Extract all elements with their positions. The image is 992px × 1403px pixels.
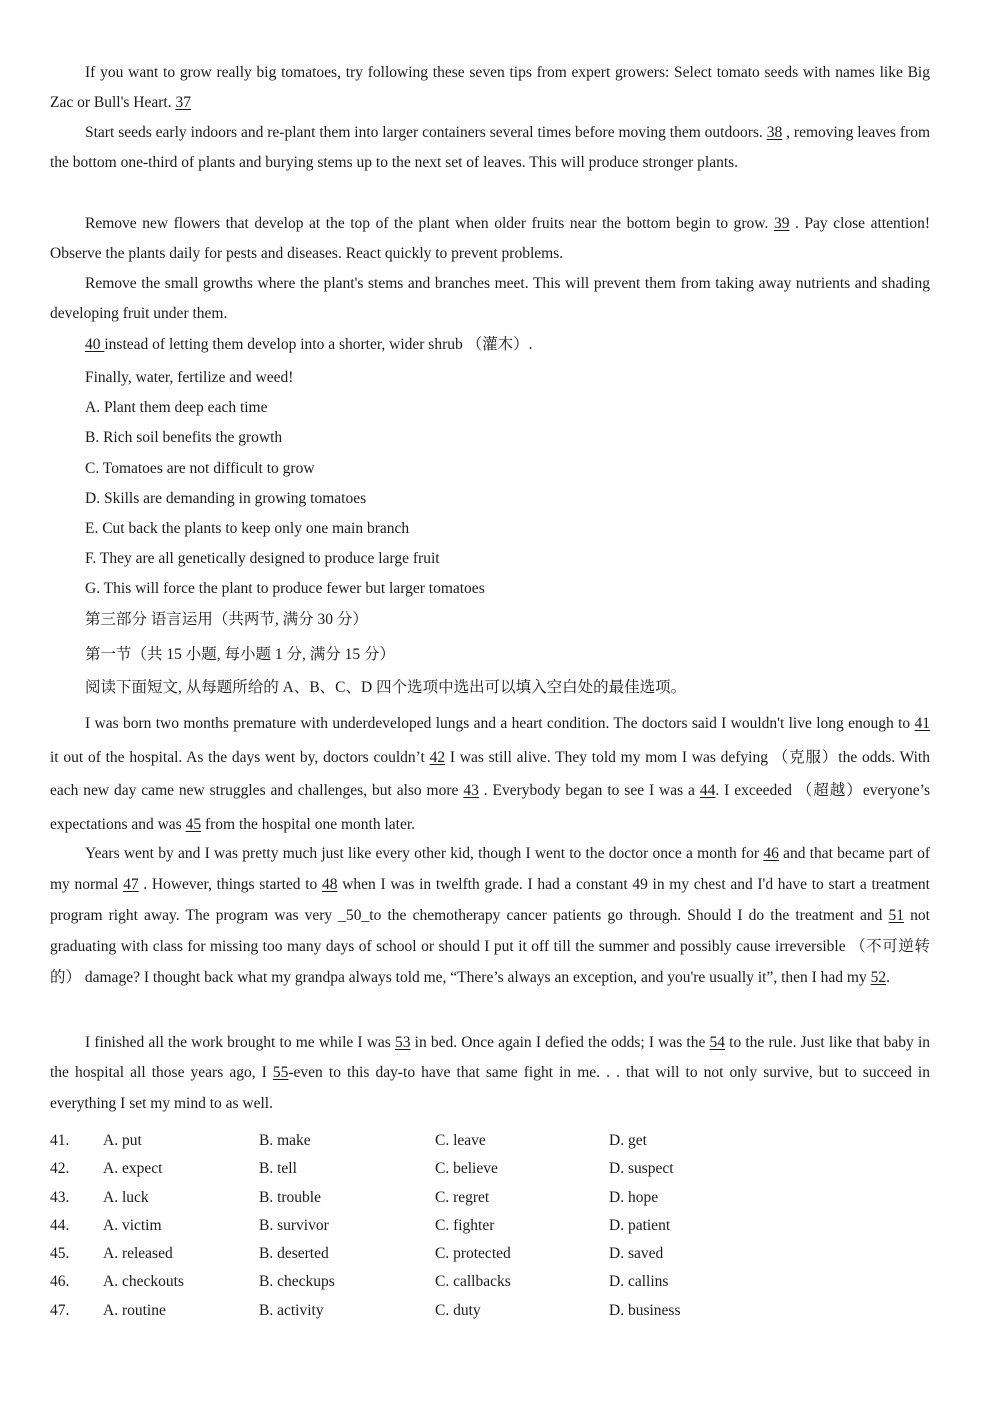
question-row xyxy=(50,1240,930,1268)
option-b: B. tell xyxy=(259,1160,297,1178)
text: Years went by and I was pretty much just like every other kid, though I went to the doctor once a month for xyxy=(85,845,764,862)
option-d: D. business xyxy=(609,1301,681,1319)
option-c: C. believe xyxy=(435,1160,498,1178)
text: I was born two months premature with underdeveloped lungs and a heart condition. The doctors said I wouldn't live long enough to xyxy=(85,715,915,732)
blank-44: 44 xyxy=(699,782,716,800)
text: from the hospital one month later. xyxy=(201,815,416,833)
blank-51: 51 xyxy=(888,906,905,924)
passage1-paragraph-5 xyxy=(85,335,533,355)
option-a: A. expect xyxy=(103,1160,163,1178)
text: . I exceeded （超越）everyone’s expectations and was xyxy=(50,782,930,833)
blank-43: 43 xyxy=(463,782,479,800)
option-a: A. put xyxy=(103,1132,142,1149)
section-subtitle: 第一节（共 15 小题, 每小题 1 分, 满分 15 分） xyxy=(85,646,396,663)
passage1-paragraph-1 xyxy=(50,58,930,119)
passage2-paragraph-3 xyxy=(50,1028,930,1119)
option-c: C. Tomatoes are not difficult to grow xyxy=(85,460,315,477)
question-number: 42. xyxy=(50,1160,70,1178)
option-b: B. deserted xyxy=(259,1245,329,1263)
question-row xyxy=(50,1212,930,1240)
option-f: F. They are all genetically designed to produce large fruit xyxy=(85,550,440,567)
question-number: 41. xyxy=(50,1132,70,1149)
blank-47: 47 xyxy=(123,875,139,893)
blank-55: 55 xyxy=(272,1064,289,1082)
option-e: E. Cut back the plants to keep only one main branch xyxy=(85,520,410,537)
blank-46: 46 xyxy=(763,845,779,862)
blank-40: 40 xyxy=(85,336,105,353)
option-d: D. saved xyxy=(609,1245,664,1263)
option-b: B. Rich soil benefits the growth xyxy=(85,429,283,446)
option-a: A. victim xyxy=(103,1216,162,1234)
text: , removing leaves from the bottom one-third of plants and burying stems up to the next set of leaves. This will produce stronger plants. xyxy=(50,124,931,172)
passage1-paragraph-6: Finally, water, fertilize and weed! xyxy=(85,369,294,386)
passage2-paragraph-2 xyxy=(50,839,930,994)
option-a: A. Plant them deep each time xyxy=(85,399,268,416)
text: to the rule. Just like that baby in the hospital all those years ago, I xyxy=(50,1034,930,1082)
text: in bed. Once again I defied the odds; I was the xyxy=(410,1034,710,1051)
option-d: D. Skills are demanding in growing tomatoes xyxy=(85,490,367,507)
question-options xyxy=(50,1127,930,1325)
blank-48: 48 xyxy=(322,875,338,893)
section-title: 第三部分 语言运用（共两节, 满分 30 分） xyxy=(85,611,368,628)
question-number: 44. xyxy=(50,1216,70,1234)
blank-53: 53 xyxy=(394,1034,411,1051)
option-d: D. get xyxy=(609,1132,647,1149)
option-b: B. survivor xyxy=(259,1216,329,1234)
option-c: C. leave xyxy=(435,1132,486,1149)
option-a: A. routine xyxy=(103,1301,166,1319)
passage1-paragraph-3 xyxy=(50,209,930,270)
text: I was still alive. They told my mom I was defying （克服）the odds. With each new day came new struggles and challenges, but also more xyxy=(50,748,930,800)
option-c: C. duty xyxy=(435,1301,481,1319)
question-number: 46. xyxy=(50,1273,70,1291)
text: Start seeds early indoors and re-plant them into larger containers several times before moving them outdoors. xyxy=(85,124,767,141)
text: . Pay close attention! Observe the plants daily for pests and diseases. React quickly to prevent problems. xyxy=(50,215,931,263)
text: . However, things started to xyxy=(138,875,322,893)
option-c: C. fighter xyxy=(435,1216,495,1234)
option-a: A. luck xyxy=(103,1188,149,1206)
question-row xyxy=(50,1268,930,1296)
option-g: G. This will force the plant to produce fewer but larger tomatoes xyxy=(85,580,485,597)
blank-42: 42 xyxy=(429,748,446,766)
section-instruction: 阅读下面短文, 从每题所给的 A、B、C、D 四个选项中选出可以填入空白处的最佳选项。 xyxy=(85,679,687,696)
passage1-paragraph-4: Remove the small growths where the plant's stems and branches meet. This will prevent them from taking away nutrients and shading developing fruit under them. xyxy=(50,275,930,323)
option-d: D. patient xyxy=(609,1216,671,1234)
option-b: B. checkups xyxy=(259,1273,335,1291)
question-number: 43. xyxy=(50,1188,70,1206)
question-row xyxy=(50,1127,930,1155)
text: when I was in twelfth grade. I had a constant 49 in my chest and I'd have to start a treatment program right away. The program was very _50_to the chemotherapy cancer patients go through. Should I do the treatment and xyxy=(50,875,930,924)
option-b: B. activity xyxy=(259,1301,324,1319)
blank-37: 37 xyxy=(175,94,191,112)
option-d: D. callins xyxy=(609,1273,669,1291)
blank-45: 45 xyxy=(185,815,202,833)
question-row xyxy=(50,1297,930,1325)
blank-39: 39 xyxy=(773,215,790,232)
text: it out of the hospital. As the days went by, doctors couldn’t xyxy=(50,748,430,766)
blank-54: 54 xyxy=(709,1034,726,1051)
text: . xyxy=(886,968,890,986)
option-c: C. regret xyxy=(435,1188,490,1206)
question-number: 45. xyxy=(50,1245,70,1263)
blank-41: 41 xyxy=(914,715,930,732)
text: I finished all the work brought to me while I was xyxy=(85,1034,395,1051)
option-b: B. make xyxy=(259,1132,311,1149)
passage1-paragraph-2 xyxy=(50,118,930,179)
option-b: B. trouble xyxy=(259,1188,321,1206)
text: . Everybody began to see I was a xyxy=(478,782,700,800)
question-row xyxy=(50,1184,930,1212)
text: Remove new flowers that develop at the top of the plant when older fruits near the bottom begin to grow. xyxy=(85,215,774,232)
question-number: 47. xyxy=(50,1301,70,1319)
option-c: C. callbacks xyxy=(435,1273,511,1291)
option-a: A. checkouts xyxy=(103,1273,184,1291)
blank-38: 38 xyxy=(766,124,783,141)
option-a: A. released xyxy=(103,1245,173,1263)
text: If you want to grow really big tomatoes, try following these seven tips from expert growers: Select tomato seeds with names like Big Zac or Bull's Heart. xyxy=(50,64,930,112)
text: and that became part of my normal xyxy=(50,845,931,893)
passage2-paragraph-1 xyxy=(50,707,930,841)
option-d: D. hope xyxy=(609,1188,659,1206)
option-d: D. suspect xyxy=(609,1160,674,1178)
option-c: C. protected xyxy=(435,1245,511,1263)
question-row xyxy=(50,1155,930,1183)
text: not graduating with class for missing too many days of school or should I put it off till the summer and possibly cause irreversible （不可逆转的） damage? I thought back what my grandpa always told me, “There’s always an exception, and you're usually it”, then I had my xyxy=(50,906,930,986)
text: instead of letting them develop into a shorter, wider shrub （灌木）. xyxy=(104,336,533,353)
blank-52: 52 xyxy=(870,968,887,986)
text: -even to this day-to have that same fight in me. . . that will to not only survive, but to succeed in everything I set my mind to as well. xyxy=(50,1064,930,1112)
